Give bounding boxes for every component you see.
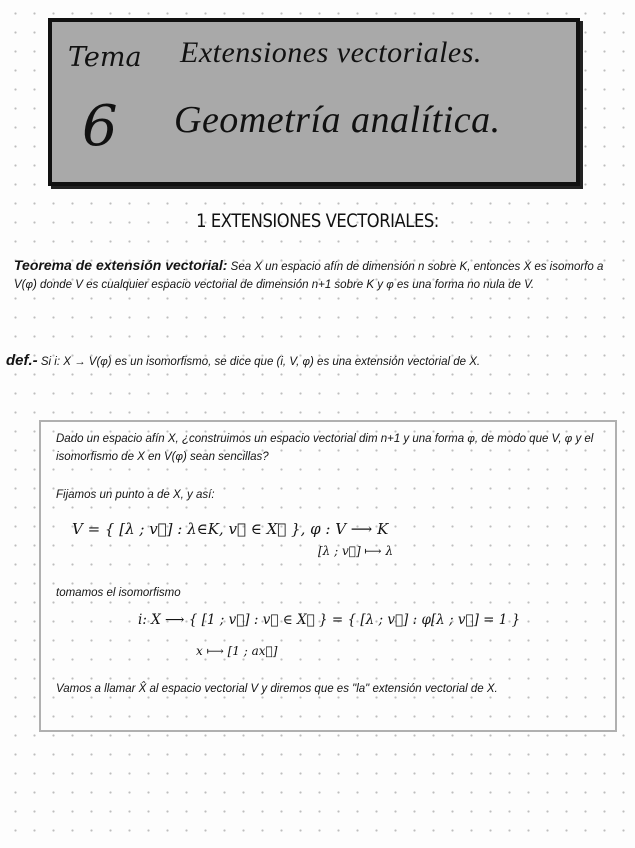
definition-block [6, 352, 618, 371]
formula-i-map: i: X ⟶ { [1 ; v⃗] : v⃗ ∈ X⃗ } = { [λ ; v⃗] : φ[λ ; v⃗] = 1 } [138, 612, 521, 628]
formula-v-definition: V = { [λ ; v⃗] : λ∈K, v⃗ ∈ X⃗ }, φ : V ⟶ K [72, 520, 389, 538]
note-paragraph-3: tomamos el isomorfismo [56, 587, 181, 599]
theorem-label: Teorema de extensión vectorial: [14, 257, 228, 273]
note-paragraph-1: Dado un espacio afín X, ¿construimos un espacio vectorial dim n+1 y una forma φ, de modo que V, φ y el isomorfismo de X en V(φ) sean sencillas? [56, 433, 594, 463]
theorem-block [14, 256, 618, 294]
theorem-text: Sea X un espacio afín de dimensión n sobre K, entonces X es isomorfo a V(φ) donde V es cualquier espacio vectorial de dimensión n+1 sobre K y φ es una forma no nula de V. [14, 261, 604, 291]
tema-label: Tema [68, 42, 142, 73]
title-box [48, 18, 580, 186]
title-line-2: Geometría analítica. [174, 99, 501, 141]
definition-label: def.- [6, 352, 38, 369]
tema-number: 6 [82, 94, 118, 159]
note-paragraph-2: Fijamos un punto a de X, y así: [56, 489, 215, 501]
definition-text: Si i: X → V(φ) es un isomorfismo, se dice que (i, V, φ) es una extensión vectorial de X. [40, 356, 481, 368]
title-line-1: Extensiones vectoriales. [180, 36, 482, 69]
section-heading: 1 EXTENSIONES VECTORIALES: [196, 210, 439, 232]
formula-phi-map: [λ ; v⃗] ⟼ λ [318, 544, 394, 558]
note-paragraph-4: Vamos a llamar X̂ al espacio vectorial V y diremos que es "la" extensión vectorial de X. [56, 683, 498, 695]
formula-x-map: x ⟼ [1 ; ax⃗] [196, 644, 278, 658]
